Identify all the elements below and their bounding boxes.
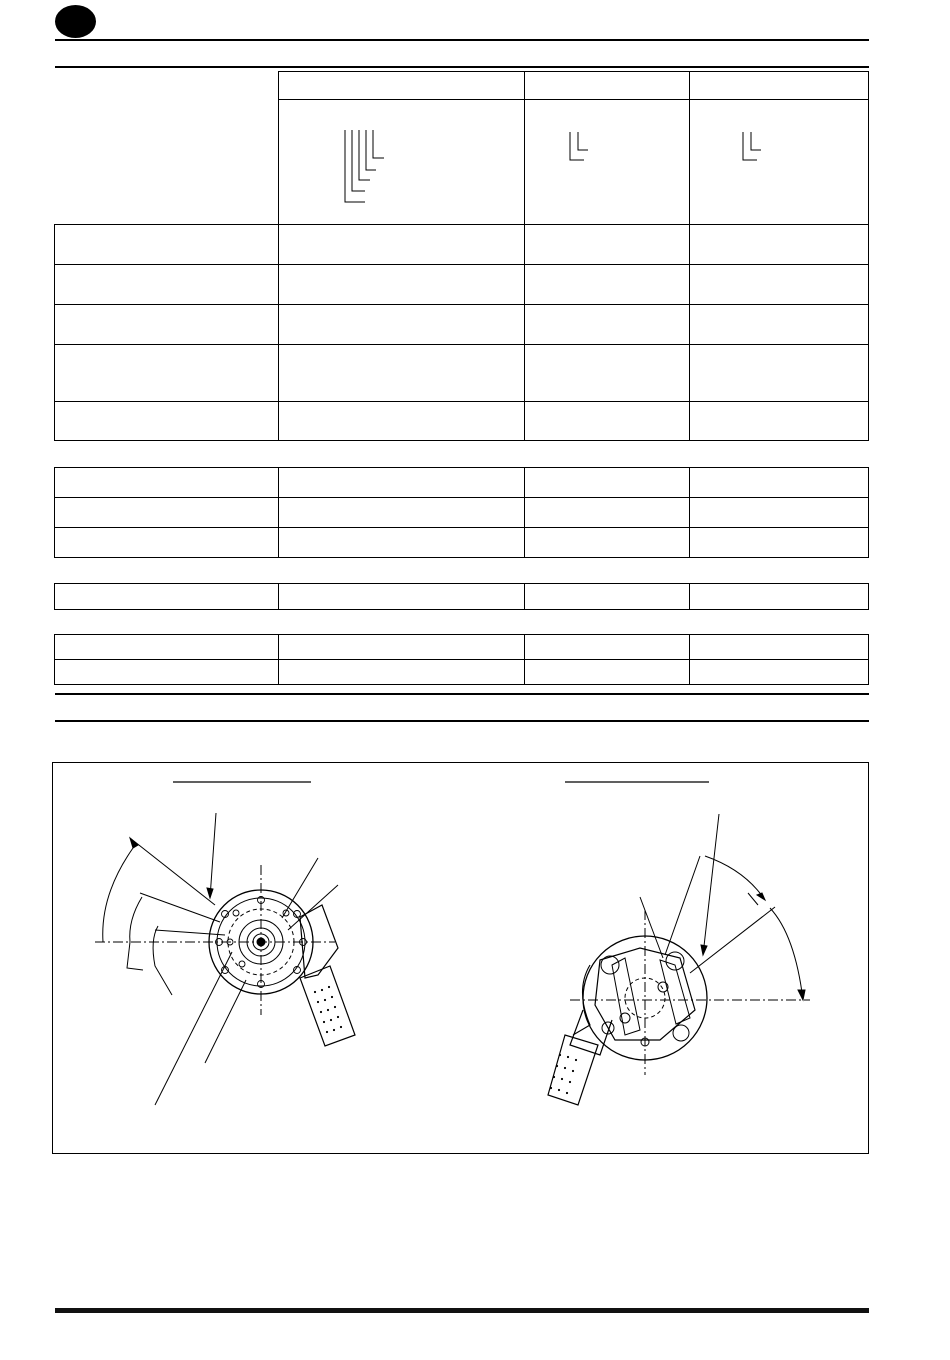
spec-table-2 [54, 467, 869, 558]
table-cell [525, 468, 689, 498]
table-cell [525, 402, 689, 441]
table-cell [278, 345, 525, 402]
table-cell [55, 468, 279, 498]
model-code-legend-cell [689, 100, 868, 225]
table-cell [525, 635, 689, 660]
table-cell [55, 635, 279, 660]
section-rule-mid [55, 693, 869, 695]
table-cell [55, 305, 279, 345]
spec-table-main [54, 71, 869, 441]
section-rule-top [55, 66, 869, 68]
table-cell [525, 265, 689, 305]
language-badge [55, 5, 96, 38]
table-cell [278, 635, 525, 660]
table-cell [689, 660, 868, 685]
footer-rule [55, 1308, 869, 1313]
table-cell [55, 225, 279, 265]
table-header-cell [689, 72, 868, 100]
table-cell [689, 584, 868, 610]
table-cell [278, 265, 525, 305]
table-cell [525, 345, 689, 402]
table-header-cell [525, 72, 689, 100]
table-cell [55, 402, 279, 441]
table-cell [55, 584, 279, 610]
table-cell [525, 584, 689, 610]
spec-table-3 [54, 583, 869, 610]
table-cell [689, 468, 868, 498]
table-header-cell [278, 72, 525, 100]
table-cell [525, 660, 689, 685]
table-cell [525, 498, 689, 528]
table-cell [55, 498, 279, 528]
table-cell [689, 305, 868, 345]
table-cell [689, 635, 868, 660]
table-cell [525, 528, 689, 558]
table-cell [278, 225, 525, 265]
table-cell [689, 402, 868, 441]
header-rule [55, 39, 869, 41]
table-cell [689, 225, 868, 265]
table-corner [55, 72, 279, 225]
table-cell [689, 528, 868, 558]
dimension-figure-box [52, 762, 869, 1154]
table-cell [278, 498, 525, 528]
table-cell [689, 345, 868, 402]
table-cell [278, 305, 525, 345]
table-cell [525, 305, 689, 345]
table-cell [55, 528, 279, 558]
table-cell [278, 528, 525, 558]
table-cell [689, 265, 868, 305]
table-cell [689, 498, 868, 528]
table-cell [278, 584, 525, 610]
table-cell [55, 265, 279, 305]
spec-table-4 [54, 634, 869, 685]
table-cell [55, 345, 279, 402]
model-code-legend-cell [525, 100, 689, 225]
model-code-legend-cell [278, 100, 525, 225]
table-cell [278, 402, 525, 441]
table-cell [525, 225, 689, 265]
table-cell [278, 468, 525, 498]
section-rule-figures [55, 720, 869, 722]
table-cell [55, 660, 279, 685]
table-cell [278, 660, 525, 685]
